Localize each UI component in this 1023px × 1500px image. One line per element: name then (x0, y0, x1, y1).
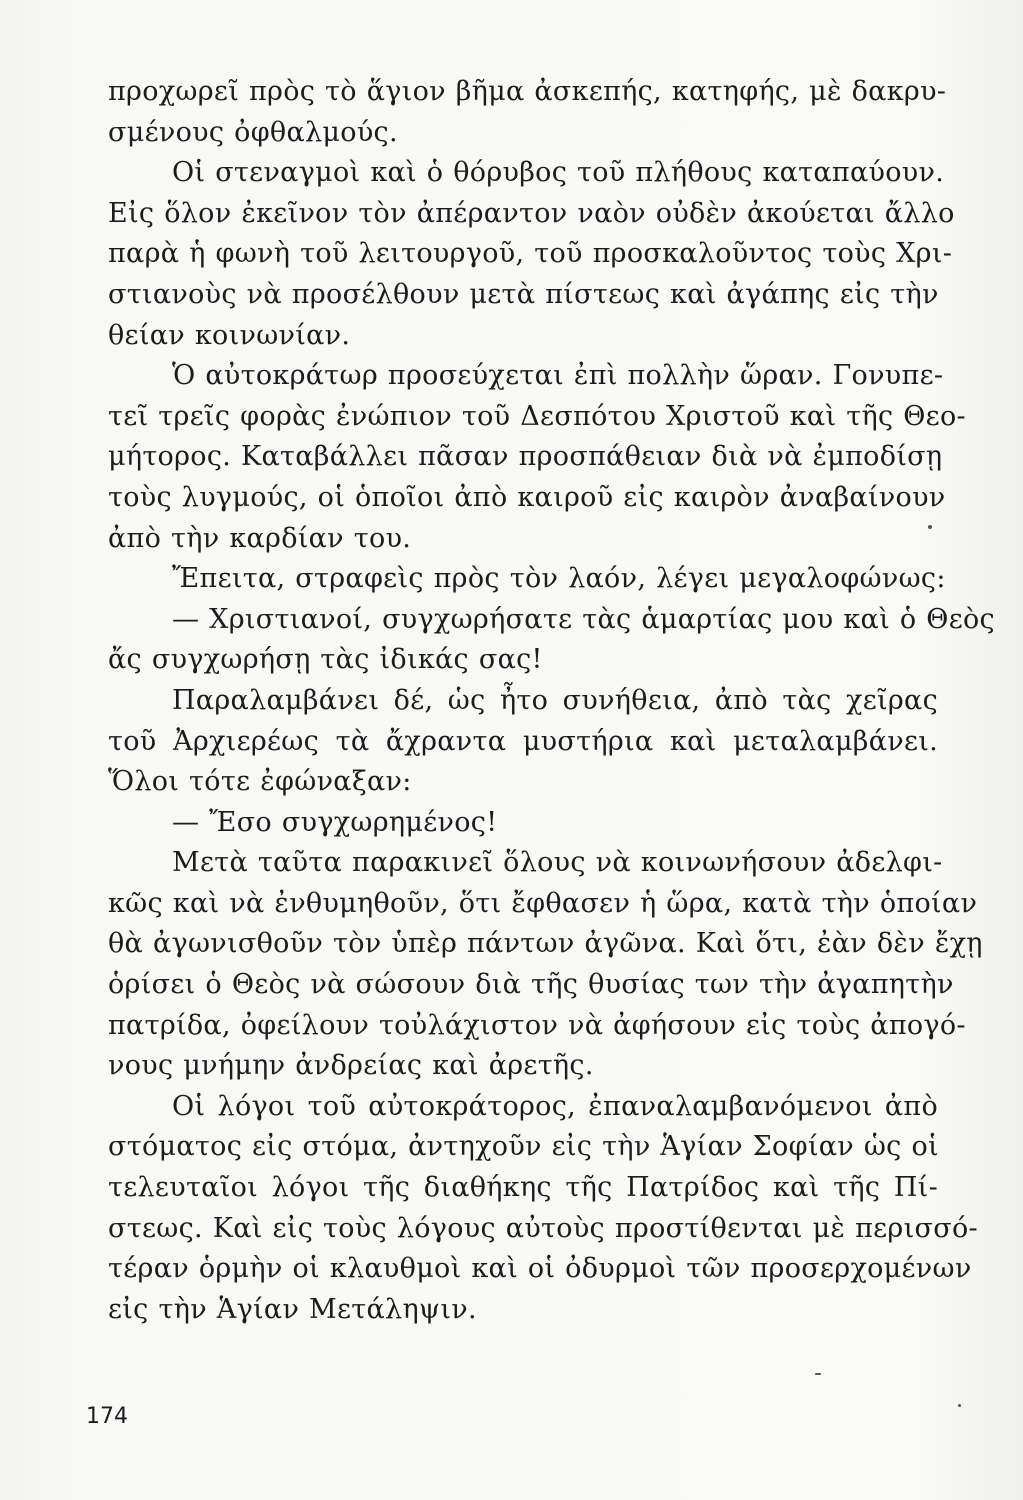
text-line: σμένους ὀφθαλμούς. (108, 116, 398, 148)
text-line: στιανοὺς νὰ προσέλθουν μετὰ πίστεως καὶ ἀγάπης εἰς τὴν (108, 278, 939, 310)
text-line: Οἱ λόγοι τοῦ αὐτοκράτορος, ἐπαναλαμβανόμενοι ἀπὸ (172, 1090, 938, 1122)
print-speck (928, 525, 932, 529)
text-line: προχωρεῖ πρὸς τὸ ἅγιον βῆμα ἀσκεπής, κατηφής, μὲ δακρυ- (108, 76, 947, 107)
text-line: τοὺς λυγμούς, οἱ ὁποῖοι ἀπὸ καιροῦ εἰς καιρὸν ἀναβαίνουν (108, 481, 946, 513)
text-line: ὁρίσει ὁ Θεὸς νὰ σώσουν διὰ τῆς θυσίας των τὴν ἀγαπητὴν (108, 969, 954, 1001)
text-line: παρὰ ἡ φωνὴ τοῦ λειτουργοῦ, τοῦ προσκαλοῦντος τοὺς Χρι- (108, 238, 953, 270)
page-number: 174 (86, 1404, 128, 1429)
print-speck (958, 1404, 961, 1407)
text-line: Εἰς ὅλον ἐκεῖνον τὸν ἀπέραντον ναὸν οὐδὲν ἀκούεται ἄλλο (108, 197, 955, 229)
text-line: — Χριστιανοί, συγχωρήσατε τὰς ἁμαρτίας μου καὶ ὁ Θεὸς (172, 603, 995, 635)
text-line: Μετὰ ταῦτα παρακινεῖ ὅλους νὰ κοινωνήσουν ἀδελφι- (172, 847, 943, 879)
text-line: θείαν κοινωνίαν. (108, 319, 351, 351)
text-line: Οἱ στεναγμοὶ καὶ ὁ θόρυβος τοῦ πλήθους καταπαύουν. (172, 157, 945, 189)
text-line: τεῖ τρεῖς φορὰς ἐνώπιον τοῦ Δεσπότου Χριστοῦ καὶ τῆς Θεο- (108, 400, 966, 432)
text-line: Ὅλοι τότε ἐφώναξαν: (108, 766, 412, 798)
text-line: θὰ ἀγωνισθοῦν τὸν ὑπὲρ πάντων ἀγῶνα. Καὶ ὅτι, ἐὰν δὲν ἔχῃ (108, 928, 983, 960)
text-line: κῶς καὶ νὰ ἐνθυμηθοῦν, ὅτι ἔφθασεν ἡ ὥρα, κατὰ τὴν ὁποίαν (108, 887, 978, 919)
text-line: ἀπὸ τὴν καρδίαν του. (108, 522, 412, 554)
text-line: νους μνήμην ἀνδρείας καὶ ἀρετῆς. (108, 1050, 594, 1082)
body-text (108, 72, 995, 1330)
print-speck (815, 1373, 821, 1375)
text-line: τελευταῖοι λόγοι τῆς διαθήκης τῆς Πατρίδος καὶ τῆς Πί- (108, 1172, 938, 1204)
text-line: στεως. Καὶ εἰς τοὺς λόγους αὐτοὺς προστίθενται μὲ περισσό- (108, 1212, 978, 1244)
text-line: πατρίδα, ὀφείλουν τοὐλάχιστον νὰ ἀφήσουν εἰς τοὺς ἀπογό- (108, 1009, 966, 1041)
text-line: τέραν ὁρμὴν οἱ κλαυθμοὶ καὶ οἱ ὀδυρμοὶ τῶν προσερχομένων (108, 1253, 972, 1285)
text-line: — Ἔσο συγχωρημένος! (172, 806, 498, 838)
text-line: στόματος εἰς στόμα, ἀντηχοῦν εἰς τὴν Ἁγίαν Σοφίαν ὡς οἱ (108, 1131, 939, 1163)
text-line: εἰς τὴν Ἁγίαν Μετάληψιν. (108, 1293, 477, 1325)
text-line: Ὁ αὐτοκράτωρ προσεύχεται ἐπὶ πολλὴν ὥραν. Γονυπε- (172, 360, 944, 392)
text-line: Ἔπειτα, στραφεὶς πρὸς τὸν λαόν, λέγει μεγαλοφώνως: (172, 563, 946, 595)
text-line: μήτορος. Καταβάλλει πᾶσαν προσπάθειαν διὰ νὰ ἐμποδίσῃ (108, 441, 943, 473)
text-line: ἄς συγχωρήσῃ τὰς ἰδικάς σας! (108, 644, 543, 676)
text-line: τοῦ Ἀρχιερέως τὰ ἄχραντα μυστήρια καὶ μεταλαμβάνει. (108, 725, 938, 757)
text-line: Παραλαμβάνει δέ, ὡς ἦτο συνήθεια, ἀπὸ τὰς χεῖρας (172, 684, 938, 716)
